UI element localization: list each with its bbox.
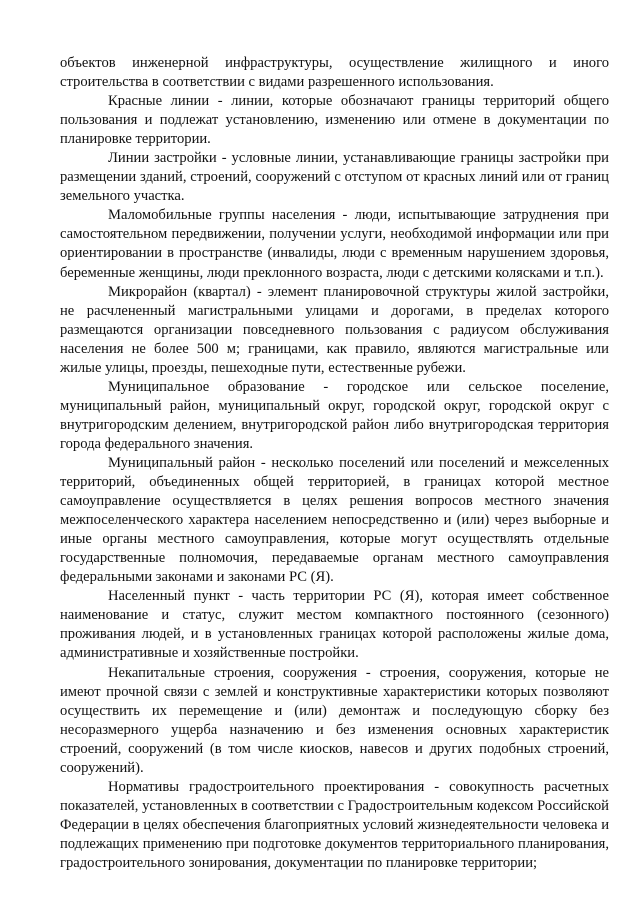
paragraph-microdistrict: Микрорайон (квартал) - элемент планировочной структуры жилой застройки, не расчлененный магистральными улицами и дорогами, в пределах которого размещаются организации повседневного пользования с радиусом обслуживания населения не более 500 м; границами, как правило, являются магистральные или жилые улицы, проезды, пешеходные пути, естественные рубежи.	[60, 283, 609, 376]
paragraph-municipal-district: Муниципальный район - несколько поселений или поселений и межселенных территорий, объединенных общей территорией, в границах которой местное самоуправление осуществляется в целях решения вопросов местного значения межпоселенческого характера населением непосредственно и (или) через выборные и иные органы местного самоуправления, которые могут осуществлять отдельные государственные полномочия, передаваемые органам местного самоуправления федеральными законами и законами РС (Я).	[60, 454, 609, 586]
paragraph-building-lines: Линии застройки - условные линии, устанавливающие границы застройки при размещении зданий, строений, сооружений с отступом от красных линий или от границ земельного участка.	[60, 150, 609, 205]
paragraph-municipal-formation: Муниципальное образование - городское или сельское поселение, муниципальный район, муниципальный округ, городской округ, городской округ с внутригородским делением, внутригородской район либо внутригородская территория города федерального значения.	[60, 378, 609, 452]
paragraph-urban-planning-norms: Нормативы градостроительного проектирования - совокупность расчетных показателей, установленных в соответствии с Градостроительным кодексом Российской Федерации в целях обеспечения благоприятных условий жизнедеятельности человека и подлежащих применению при подготовке документов территориального планирования, градостроительного зонирования, документации по планировке территории;	[60, 778, 609, 871]
document-text-body	[60, 54, 609, 873]
paragraph-settlement: Населенный пункт - часть территории РС (Я), которая имеет собственное наименование и статус, служит местом компактного постоянного (сезонного) проживания людей, и в установленных границах которой расположены жилые дома, административные и хозяйственные постройки.	[60, 588, 609, 662]
paragraph-continuation: объектов инженерной инфраструктуры, осуществление жилищного и иного строительства в соответствии с видами разрешенного использования.	[60, 55, 609, 91]
paragraph-low-mobility-groups: Маломобильные группы населения - люди, испытывающие затруднения при самостоятельном передвижении, получении услуги, необходимой информации или при ориентировании в пространстве (инвалиды, люди с временным нарушением здоровья, беременные женщины, люди преклонного возраста, люди с детскими колясками и т.п.).	[60, 207, 609, 281]
paragraph-red-lines: Красные линии - линии, которые обозначают границы территорий общего пользования и подлежат установлению, изменению или отмене в документации по планировке территории.	[60, 93, 609, 148]
paragraph-non-capital-structures: Некапитальные строения, сооружения - строения, сооружения, которые не имеют прочной связи с землей и конструктивные характеристики которых позволяют осуществить их перемещение и (или) демонтаж и последующую сборку без несоразмерного ущерба назначению и без изменения основных характеристик строений, сооружений (в том числе киосков, навесов и других подобных строений, сооружений).	[60, 664, 609, 776]
